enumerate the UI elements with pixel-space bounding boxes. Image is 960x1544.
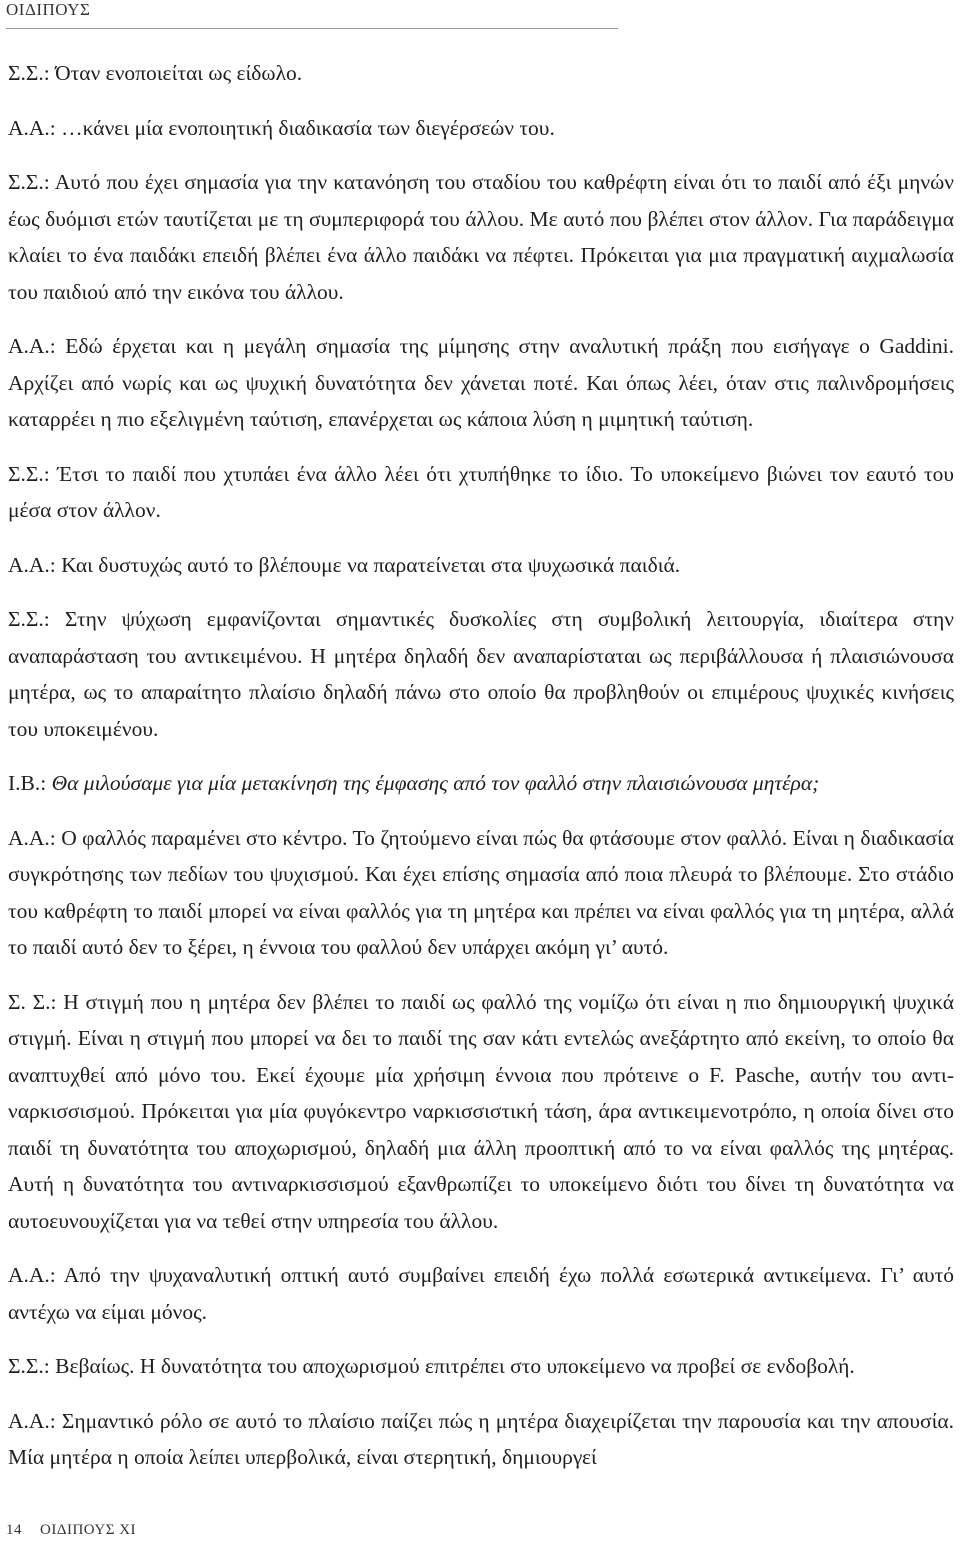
paragraph-text: Ο φαλλός παραμένει στο κέντρο. Το ζητούμενο είναι πώς θα φτάσουμε στον φαλλό. Είναι η διαδικασία συγκρότησης των πεδίων του ψυχισμού. Και έχει επίσης σημασία από ποια πλευρά το βλέπουμε. Στο στάδιο του καθρέφτη το παιδί μπορεί να είναι φαλλός για τη μητέρα και πρέπει να είναι φαλλός για τη μητέρα, αλλά το παιδί αυτό δεν το ξέρει, η έννοια του φαλλού δεν υπάρχει ακόμη γι’ αυτό. xyxy=(8,825,954,959)
speaker-label: Σ.Σ.: xyxy=(8,1354,50,1378)
dialogue-paragraph xyxy=(8,328,954,438)
paragraph-text: Εδώ έρχεται και η μεγάλη σημασία της μίμησης στην αναλυτική πράξη που εισήγαγε ο Gaddini. Αρχίζει από νωρίς και ως ψυχική δυνατότητα δεν χάνεται ποτέ. Και όπως λέει, όταν στις παλινδρομήσεις καταρρέει η πιο εξελιγμένη ταύτιση, επανέρχεται ως κάποια λύση η μιμητική ταύτιση. xyxy=(8,334,954,431)
speaker-label: Α.Α.: xyxy=(8,552,56,577)
paragraph-text: Έτσι το παιδί που χτυπάει ένα άλλο λέει ότι χτυπήθηκε το ίδιο. Το υποκείμενο βιώνει τον εαυτό του μέσα στον άλλον. xyxy=(8,461,954,522)
page-body xyxy=(8,55,954,1494)
dialogue-paragraph xyxy=(8,820,954,966)
running-head: ΟΙΔΙΠΟΥΣ xyxy=(6,0,91,19)
dialogue-paragraph xyxy=(8,547,954,584)
dialogue-paragraph xyxy=(8,1403,954,1476)
paragraph-text: Όταν ενοποιείται ως είδωλο. xyxy=(49,61,303,85)
dialogue-paragraph xyxy=(8,1257,954,1330)
speaker-label: Α.Α.: xyxy=(8,825,56,850)
paragraph-text: Η στιγμή που η μητέρα δεν βλέπει το παιδί ως φαλλό της νομίζω ότι είναι η πιο δημιουργική ψυχικά στιγμή. Είναι η στιγμή που μπορεί να δει το παιδί της σαν κάτι εντελώς ανεξάρτητο από εκείνη, το οποίο θα αναπτυχθεί από μόνο του. Εκεί έχουμε μία χρήσιμη έννοια που πρότεινε ο F. Pasche, αυτήν του αντι-ναρκισσισμού. Πρόκειται για μία φυγόκεντρο ναρκισσιστική τάση, άρα αντικειμενοτρόπο, η οποία δίνει στο παιδί τη δυνατότητα του αποχωρισμού, δηλαδή μια άλλη προοπτική από το να είναι φαλλός της μητέρας. Αυτή η δυνατότητα του αντιναρκισσισμού εξανθρωπίζει το υποκείμενο διότι του δίνει τη δυνατότητα να αυτοευνουχίζεται για να τεθεί στην υπηρεσία του άλλου. xyxy=(8,989,954,1233)
dialogue-paragraph xyxy=(8,456,954,529)
dialogue-paragraph xyxy=(8,1348,954,1385)
speaker-label: Σ.Σ.: xyxy=(8,170,50,194)
speaker-label: Α.Α.: xyxy=(8,115,56,140)
speaker-label: Α.Α.: xyxy=(8,1408,56,1433)
paragraph-text: Στην ψύχωση εμφανίζονται σημαντικές δυσκολίες στη συμβολική λειτουργία, ιδιαίτερα στην αναπαράσταση του αντικειμένου. Η μητέρα δηλαδή δεν αναπαρίσταται ως περιβάλλουσα ή πλαισιώνουσα μητέρα, ως το απαραίτητο πλαίσιο δηλαδή πάνω στο οποίο θα προβληθούν οι επιμέρους ψυχικές κινήσεις του υποκειμένου. xyxy=(8,607,954,741)
dialogue-paragraph xyxy=(8,601,954,747)
paragraph-text: Σημαντικό ρόλο σε αυτό το πλαίσιο παίζει πώς η μητέρα διαχειρίζεται την παρουσία και την απουσία. Μία μητέρα η οποία λείπει υπερβολικά, είναι στερητική, δημιουργεί xyxy=(8,1408,954,1469)
paragraph-text: Από την ψυχαναλυτική οπτική αυτό συμβαίνει επειδή έχω πολλά εσωτερικά αντικείμενα. Γι’ αυτό αντέχω να είμαι μόνος. xyxy=(8,1263,954,1324)
dialogue-paragraph xyxy=(8,164,954,310)
paragraph-text: Και δυστυχώς αυτό το βλέπουμε να παρατείνεται στα ψυχωσικά παιδιά. xyxy=(55,552,681,577)
speaker-label: Σ. Σ.: xyxy=(8,989,57,1014)
journal-title: ΟΙΔΙΠΟΥΣ XI xyxy=(40,1522,137,1538)
speaker-label: Σ.Σ.: xyxy=(8,61,50,85)
speaker-label: Σ.Σ.: xyxy=(8,461,50,486)
paragraph-text: …κάνει μία ενοποιητική διαδικασία των διεγέρσεών του. xyxy=(55,115,555,140)
speaker-label: Α.Α.: xyxy=(8,1263,56,1287)
paragraph-text: Αυτό που έχει σημασία για την κατανόηση του σταδίου του καθρέφτη είναι ότι το παιδί από έξι μηνών έως δυόμισι ετών ταυτίζεται με τη συμπεριφορά του άλλου. Με αυτό που βλέπει στον άλλον. Για παράδειγμα κλαίει το ένα παιδάκι επειδή βλέπει ένα άλλο παιδάκι να πέφτει. Πρόκειται για μια πραγματική αιχμαλωσία του παιδιού από την εικόνα του άλλου. xyxy=(8,170,954,304)
page-number: 14 xyxy=(6,1522,22,1538)
header-rule xyxy=(6,28,618,29)
dialogue-paragraph xyxy=(8,55,954,92)
paragraph-text-italic: Θα μιλούσαμε για μία μετακίνηση της έμφασης από τον φαλλό στην πλαισιώνουσα μητέρα; xyxy=(46,771,820,795)
dialogue-paragraph xyxy=(8,984,954,1240)
speaker-label: Ι.Β.: xyxy=(8,771,47,795)
page-footer xyxy=(6,1522,136,1539)
paragraph-text: Βεβαίως. Η δυνατότητα του αποχωρισμού επιτρέπει στο υποκείμενο να προβεί σε ενδοβολή. xyxy=(49,1354,855,1378)
dialogue-paragraph xyxy=(8,110,954,147)
speaker-label: Σ.Σ.: xyxy=(8,607,50,631)
dialogue-paragraph-question xyxy=(8,765,954,802)
speaker-label: Α.Α.: xyxy=(8,334,56,358)
